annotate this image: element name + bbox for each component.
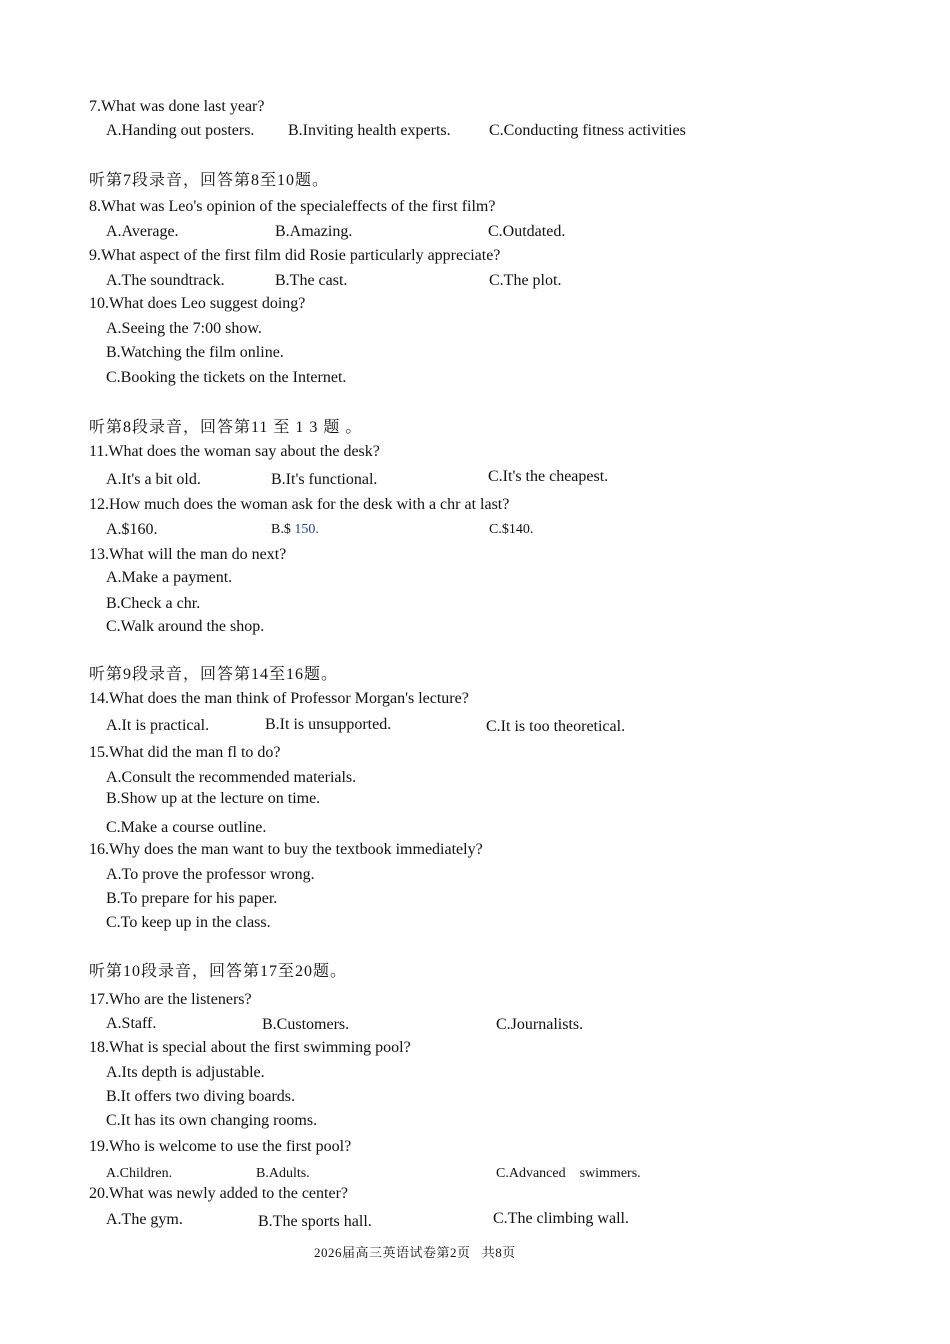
question-14: 14.What does the man think of Professor Morgan's lecture? — [89, 690, 469, 707]
q17-option-a: A.Staff. — [106, 1015, 157, 1032]
q12-option-b-value: 150. — [294, 522, 319, 537]
q7-option-c: C.Conducting fitness activities — [489, 122, 686, 139]
question-20: 20.What was newly added to the center? — [89, 1185, 349, 1202]
section-heading-9: 听第9段录音，回答第14至16题。 — [89, 666, 339, 683]
q12-option-c: C.$140. — [489, 522, 534, 537]
q13-option-a: A.Make a payment. — [106, 569, 233, 586]
q18-option-b: B.It offers two diving boards. — [106, 1088, 296, 1105]
q16-option-b: B.To prepare for his paper. — [106, 890, 278, 907]
q11-option-c: C.It's the cheapest. — [488, 468, 609, 485]
q15-option-a: A.Consult the recommended materials. — [106, 769, 357, 786]
q19-option-b: B.Adults. — [256, 1166, 310, 1181]
question-12: 12.How much does the woman ask for the desk with a chr at last? — [89, 496, 510, 513]
q14-option-a: A.It is practical. — [106, 717, 210, 734]
q14-option-b: B.It is unsupported. — [265, 716, 392, 733]
q11-option-a: A.It's a bit old. — [106, 471, 201, 488]
q17-option-c: C.Journalists. — [496, 1016, 584, 1033]
q20-option-b: B.The sports hall. — [258, 1213, 372, 1230]
section-heading-8: 听第8段录音，回答第11 至 1 3 题 。 — [89, 419, 363, 436]
question-11: 11.What does the woman say about the desk? — [89, 443, 380, 460]
section-heading-10: 听第10段录音，回答第17至20题。 — [89, 963, 348, 980]
q20-option-a: A.The gym. — [106, 1211, 183, 1228]
q14-option-c: C.It is too theoretical. — [486, 718, 626, 735]
question-15: 15.What did the man fl to do? — [89, 744, 281, 761]
q18-option-a: A.Its depth is adjustable. — [106, 1064, 265, 1081]
question-9: 9.What aspect of the first film did Rosie particularly appreciate? — [89, 247, 501, 264]
q17-option-b: B.Customers. — [262, 1016, 350, 1033]
q8-option-a: A.Average. — [106, 223, 179, 240]
question-7: 7.What was done last year? — [89, 98, 265, 115]
section-heading-7: 听第7段录音，回答第8至10题。 — [89, 172, 330, 189]
q19-option-c: C.Advanced swimmers. — [496, 1166, 641, 1181]
q18-option-c: C.It has its own changing rooms. — [106, 1112, 318, 1129]
q12-option-b — [271, 520, 319, 540]
q16-option-c: C.To keep up in the class. — [106, 914, 271, 931]
q13-option-b: B.Check a chr. — [106, 595, 201, 612]
q16-option-a: A.To prove the professor wrong. — [106, 866, 315, 883]
q20-option-c: C.The climbing wall. — [493, 1210, 629, 1227]
q7-option-b: B.Inviting health experts. — [288, 122, 451, 139]
q10-option-b: B.Watching the film online. — [106, 344, 284, 361]
question-13: 13.What will the man do next? — [89, 546, 287, 563]
q19-option-a: A.Children. — [106, 1166, 173, 1181]
q9-option-a: A.The soundtrack. — [106, 272, 225, 289]
question-8: 8.What was Leo's opinion of the specialeffects of the first film? — [89, 198, 496, 215]
q8-option-c: C.Outdated. — [488, 223, 566, 240]
q10-option-c: C.Booking the tickets on the Internet. — [106, 369, 347, 386]
page-footer: 2026届高三英语试卷第2页 共8页 — [314, 1245, 516, 1260]
q8-option-b: B.Amazing. — [275, 223, 353, 240]
question-16: 16.Why does the man want to buy the textbook immediately? — [89, 841, 483, 858]
q11-option-b: B.It's functional. — [271, 471, 378, 488]
question-17: 17.Who are the listeners? — [89, 991, 252, 1008]
question-19: 19.Who is welcome to use the first pool? — [89, 1138, 352, 1155]
q13-option-c: C.Walk around the shop. — [106, 618, 265, 635]
q10-option-a: A.Seeing the 7:00 show. — [106, 320, 262, 337]
q12-option-a: A.$160. — [106, 521, 158, 538]
q9-option-b: B.The cast. — [275, 272, 348, 289]
question-18: 18.What is special about the first swimming pool? — [89, 1039, 411, 1056]
q7-option-a: A.Handing out posters. — [106, 122, 255, 139]
question-10: 10.What does Leo suggest doing? — [89, 295, 306, 312]
q15-option-c: C.Make a course outline. — [106, 819, 267, 836]
q15-option-b: B.Show up at the lecture on time. — [106, 790, 321, 807]
q9-option-c: C.The plot. — [489, 272, 562, 289]
q12-option-b-prefix: B.$ — [271, 522, 295, 537]
